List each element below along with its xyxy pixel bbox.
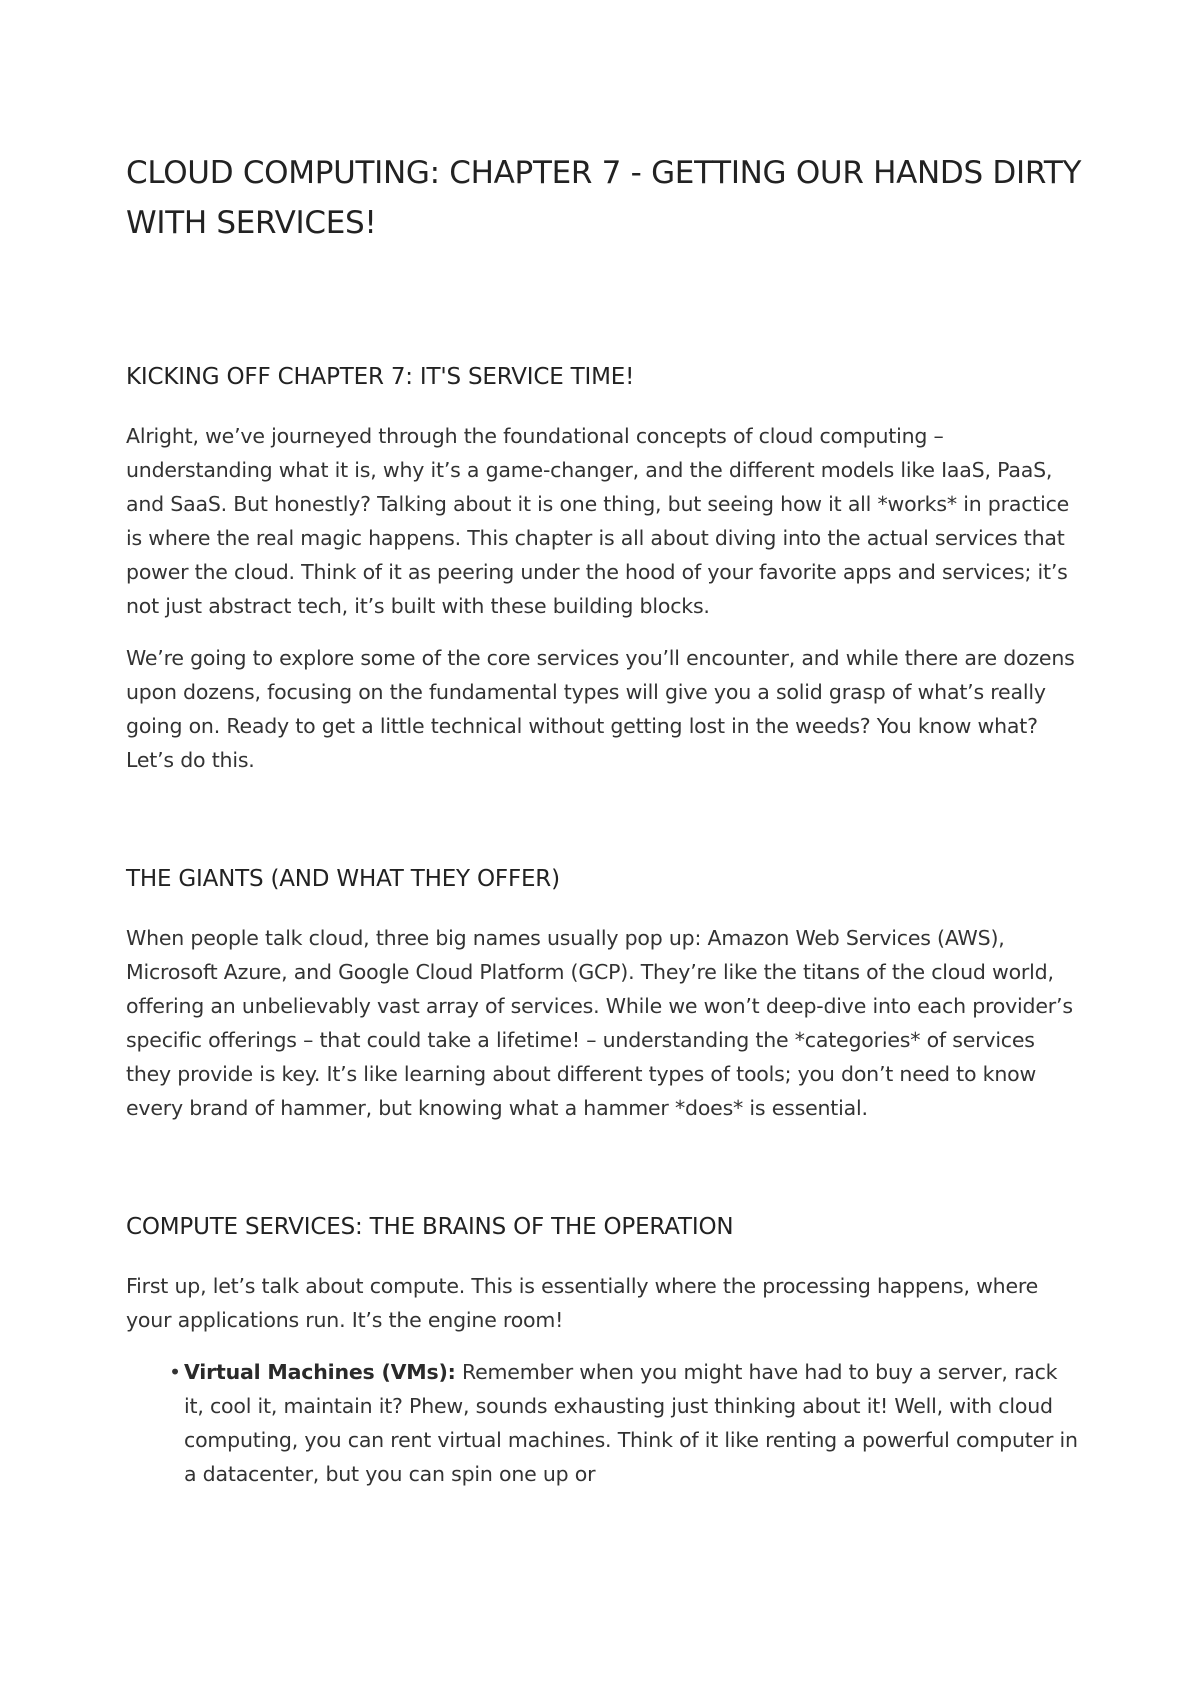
bullet-term: Virtual Machines (VMs): [184,1360,456,1384]
paragraph-explore: We’re going to explore some of the core services you’ll encounter, and while there are dozens upon dozens, focusing on the fundamental types will give you a solid grasp of what’s really going on. Ready to get a little technical without getting lost in the weeds? You know what? Let’s do this. [126,646,1075,772]
section-heading-compute: COMPUTE SERVICES: THE BRAINS OF THE OPERATION [126,1214,734,1240]
paragraph-intro: Alright, we’ve journeyed through the foundational concepts of cloud computing – understanding what it is, why it’s a game-changer, and the different models like IaaS, PaaS, and SaaS. But honestly? Talking about it is one thing, but seeing how it all *works* in practice is where the real magic happens. This chapter is all about diving into the actual services that power the cloud. Think of it as peering under the hood of your favorite apps and services; it’s not just abstract tech, it’s built with these building blocks. [126,424,1070,618]
bullet-text: Remember when you might have had to buy a server, rack it, cool it, maintain it? Phew, sounds exhausting just thinking about it! Well, with cloud computing, you can rent virtual machines. Think of it like renting a powerful computer in a datacenter, but you can spin one up or [184,1360,1078,1486]
section-heading-kicking-off: KICKING OFF CHAPTER 7: IT'S SERVICE TIME! [126,364,635,390]
document-title: CLOUD COMPUTING: CHAPTER 7 - GETTING OUR HANDS DIRTY WITH SERVICES! [126,155,1082,241]
document-page [126,148,1082,1491]
list-item-virtual-machines [169,1355,1082,1491]
compute-bullet-list [126,1355,1082,1491]
section-heading-giants: THE GIANTS (AND WHAT THEY OFFER) [126,866,560,892]
paragraph-giants: When people talk cloud, three big names usually pop up: Amazon Web Services (AWS), Microsoft Azure, and Google Cloud Platform (GCP). They’re like the titans of the cloud world, offering an unbelievably vast array of services. While we won’t deep-dive into each provider’s specific offerings – that could take a lifetime! – understanding the *categories* of services they provide is key. It’s like learning about different types of tools; you don’t need to know every brand of hammer, but knowing what a hammer *does* is essential. [126,926,1073,1120]
paragraph-compute: First up, let’s talk about compute. This is essentially where the processing happens, where your applications run. It’s the engine room! [126,1274,1039,1332]
bullet-icon: • [169,1360,181,1384]
